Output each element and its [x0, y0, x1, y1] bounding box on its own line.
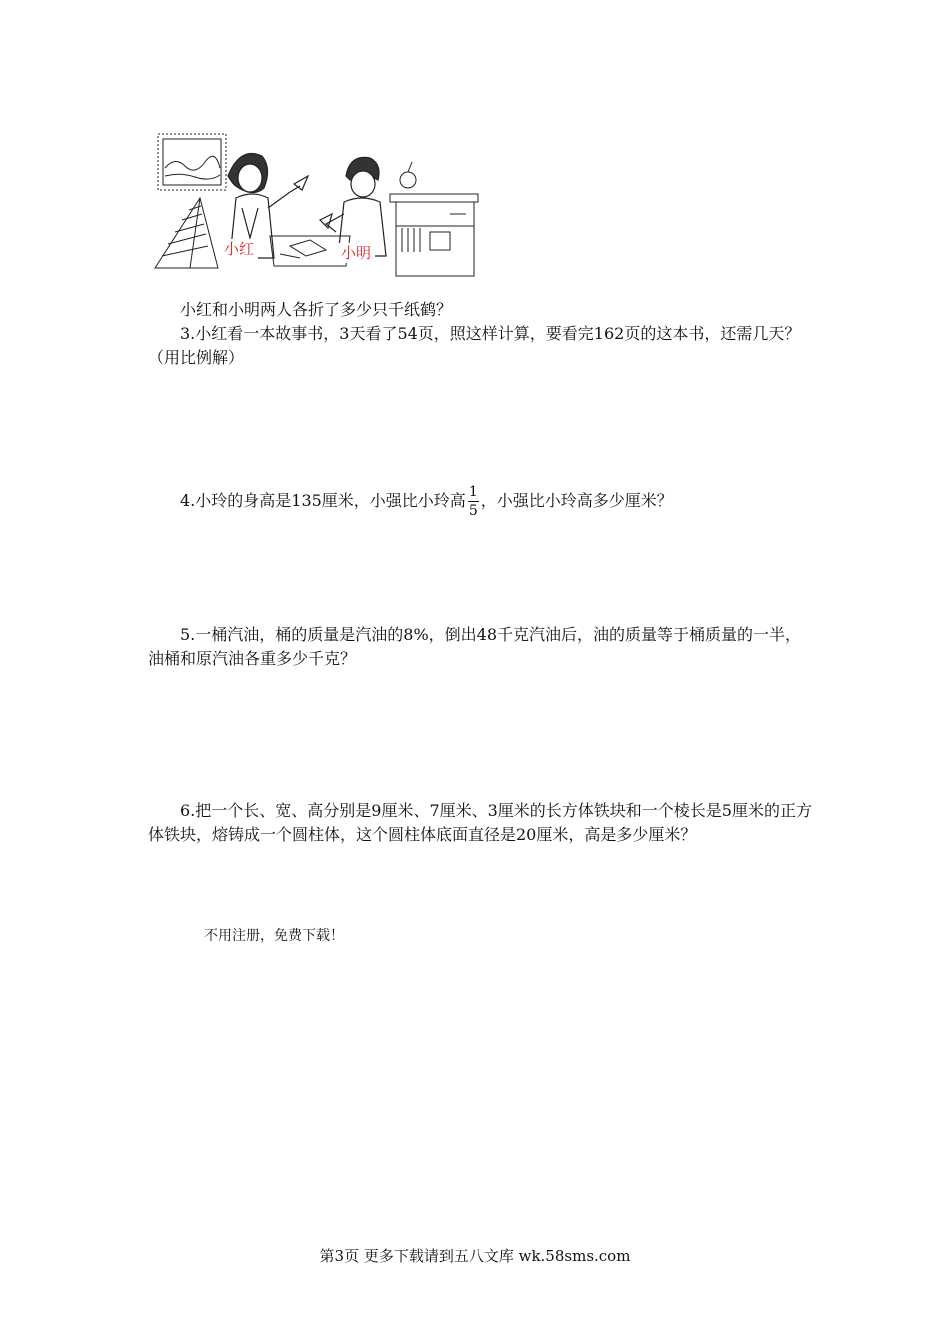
question-6: 6.把一个长、宽、高分别是9厘米、7厘米、3厘米的长方体铁块和一个棱长是5厘米的正方体铁块，熔铸成一个圆柱体，这个圆柱体底面直径是20厘米，高是多少厘米？	[148, 801, 812, 844]
boy-figure	[320, 157, 386, 256]
question-4-text-before: 4.小玲的身高是135厘米，小强比小玲高	[180, 491, 466, 510]
question-4	[148, 483, 813, 520]
bookshelf	[390, 162, 478, 276]
fraction-numerator: 1	[468, 484, 478, 500]
label-xiaoming: 小明	[337, 243, 375, 263]
page-footer: 第3页 更多下载请到五八文库 wk.58sms.com	[319, 1247, 631, 1265]
fraction-denominator: 5	[468, 503, 478, 519]
children-illustration	[150, 128, 480, 280]
question-cranes: 小红和小明两人各折了多少只千纸鹤？	[180, 300, 453, 319]
label-xiaohong: 小红	[220, 239, 258, 259]
question-4-text-after: ，小强比小玲高多少厘米？	[480, 491, 673, 510]
paper-crane-pyramid	[155, 198, 218, 268]
children-drawing	[150, 128, 480, 280]
question-3: 3.小红看一本故事书，3天看了54页，照这样计算，要看完162页的这本书，还需几天？（用比例解）	[148, 324, 801, 367]
fraction-one-fifth	[468, 483, 479, 520]
promo-text: 不用注册，免费下载！	[204, 928, 344, 944]
wall-picture	[158, 134, 226, 190]
question-5: 5.一桶汽油，桶的质量是汽油的8%，倒出48千克汽油后，油的质量等于桶质量的一半，油桶和原汽油各重多少千克？	[148, 625, 802, 668]
